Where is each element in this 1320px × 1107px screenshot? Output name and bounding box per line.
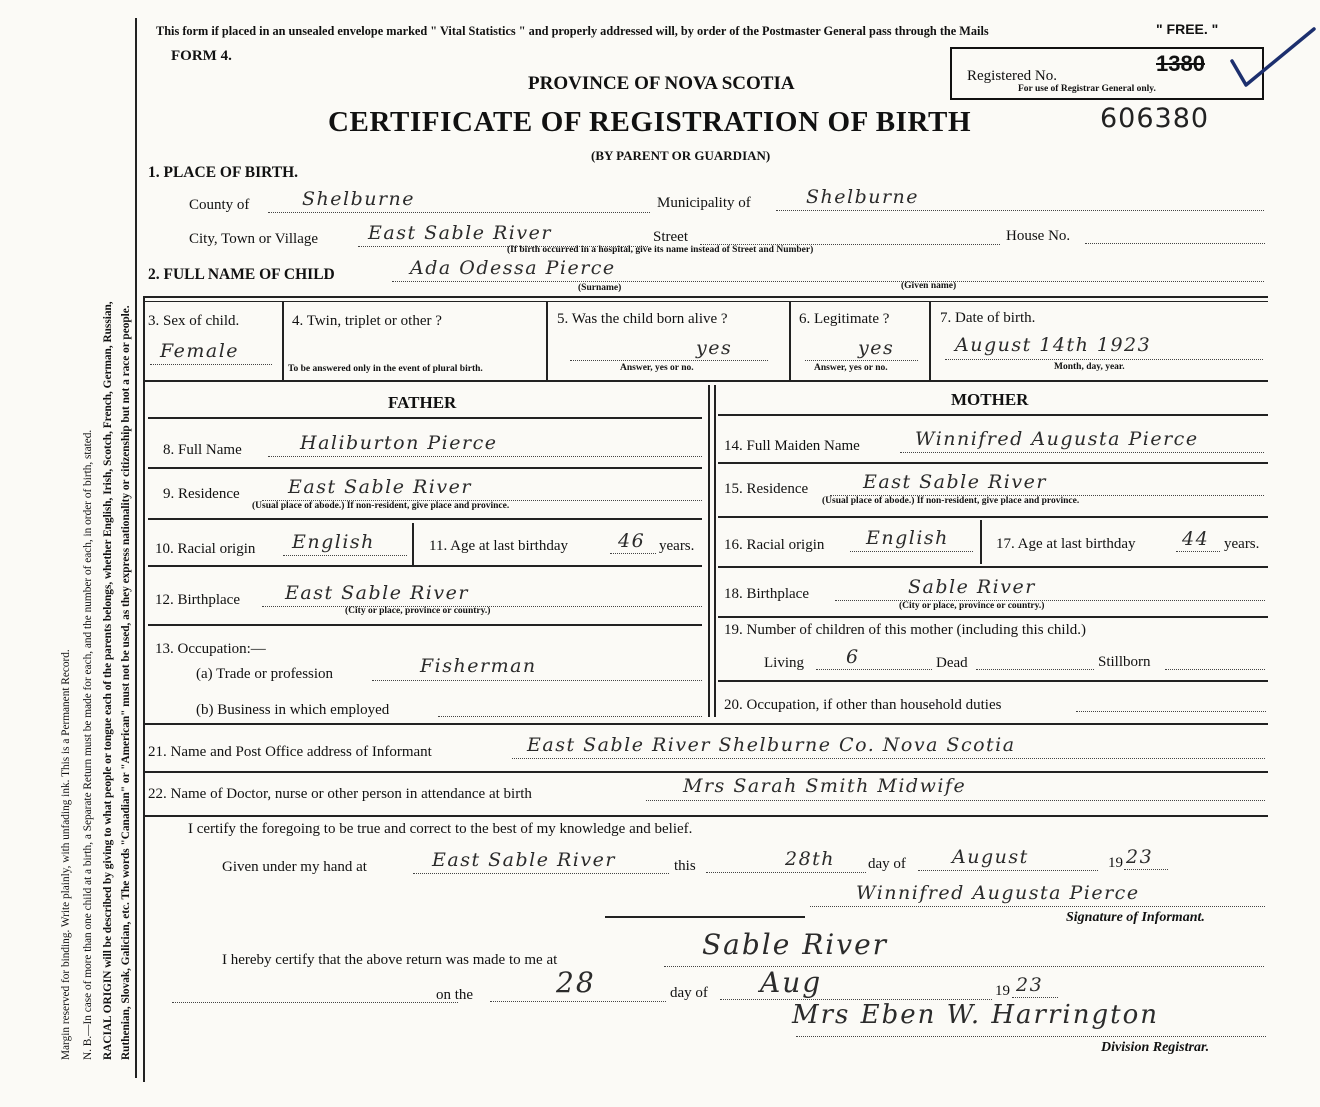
surname-note: (Surname)	[578, 283, 622, 293]
father-residence-note: (Usual place of abode.) If non-resident, give place and province.	[252, 501, 510, 511]
registrar-year-value: 23	[1016, 974, 1044, 996]
margin-note-binding: Margin reserved for binding. Write plainly, with unfading ink. This is a Permanent Record.	[60, 649, 72, 1060]
registrar-text: I hereby certify that the above return was made to me at	[222, 952, 558, 968]
informant-label: 21. Name and Post Office address of Informant	[148, 744, 432, 760]
registrar-day-of-label: day of	[670, 985, 708, 1001]
doctor-label: 22. Name of Doctor, nurse or other person in attendance at birth	[148, 786, 532, 802]
stillborn-label: Stillborn	[1098, 654, 1151, 670]
date-of-birth-value: August 14th 1923	[955, 334, 1152, 356]
mother-age-value: 44	[1182, 528, 1210, 550]
certify-year-prefix: 19	[1108, 855, 1123, 871]
living-value: 6	[846, 646, 860, 668]
county-label: County of	[189, 197, 250, 213]
sex-label: 3. Sex of child.	[148, 313, 240, 329]
child-name-value: Ada Odessa Pierce	[410, 257, 616, 279]
registrar-place-value: Sable River	[702, 928, 889, 961]
father-birthplace-note: (City or place, province or country.)	[345, 606, 491, 616]
father-age-label: 11. Age at last birthday	[429, 538, 568, 554]
mother-heading: MOTHER	[951, 390, 1029, 409]
father-occupation-label: 13. Occupation:—	[155, 641, 266, 657]
given-label: Given under my hand at	[222, 859, 367, 875]
father-name-label: 8. Full Name	[163, 442, 242, 458]
mother-birthplace-note: (City or place, province or country.)	[899, 601, 1045, 611]
margin-note-plural-birth: N. B.—In case of more than one child at a birth, a Separate Return must be made for each, and the number of each, in order of birth, stated.	[82, 429, 94, 1060]
twin-label: 4. Twin, triplet or other ?	[292, 313, 442, 329]
certify-text: I certify the foregoing to be true and correct to the best of my knowledge and belief.	[188, 821, 693, 837]
legitimate-label: 6. Legitimate ?	[799, 311, 890, 327]
margin-note-racial-origin: RACIAL ORIGIN will be described by giving to what people or tongue each of the parents belongs, whether English, Irish, Scotch, French, German, Russian,	[102, 301, 114, 1060]
mother-birthplace-label: 18. Birthplace	[724, 586, 809, 602]
house-number-label: House No.	[1006, 228, 1071, 244]
place-of-birth-heading: 1. PLACE OF BIRTH.	[148, 164, 299, 181]
mother-residence-note: (Usual place of abode.) If non-resident, give place and province.	[822, 496, 1080, 506]
given-place-value: East Sable River	[432, 849, 616, 871]
informant-signature: Winnifred Augusta Pierce	[856, 882, 1140, 904]
father-residence-value: East Sable River	[288, 476, 472, 498]
father-trade-value: Fisherman	[420, 655, 537, 677]
city-value: East Sable River	[368, 222, 552, 244]
county-value: Shelburne	[302, 188, 416, 210]
registered-number-box	[950, 47, 1264, 100]
mother-years-label: years.	[1224, 536, 1260, 552]
father-birthplace-value: East Sable River	[285, 582, 469, 604]
form-number: FORM 4.	[171, 48, 232, 64]
father-business-label: (b) Business in which employed	[196, 702, 390, 718]
mother-residence-value: East Sable River	[863, 471, 1047, 493]
living-label: Living	[764, 655, 804, 671]
registrar-year-prefix: 19	[995, 983, 1010, 999]
father-heading: FATHER	[388, 393, 457, 412]
informant-signature-label: Signature of Informant.	[1066, 910, 1205, 925]
mother-children-label: 19. Number of children of this mother (including this child.)	[724, 622, 1087, 638]
father-birthplace-label: 12. Birthplace	[155, 592, 240, 608]
father-trade-label: (a) Trade or profession	[196, 666, 334, 682]
born-alive-label: 5. Was the child born alive ?	[557, 311, 728, 327]
hospital-note: (If birth occurred in a hospital, give its name instead of Street and Number)	[507, 245, 814, 255]
registrar-day-value: 28	[556, 966, 596, 999]
mother-occupation-label: 20. Occupation, if other than household duties	[724, 697, 1002, 713]
mother-racial-value: English	[866, 527, 949, 549]
street-label: Street	[653, 229, 688, 245]
municipality-label: Municipality of	[657, 195, 751, 211]
registrar-signature-label: Division Registrar.	[1101, 1040, 1210, 1055]
father-age-value: 46	[618, 530, 646, 552]
certificate-title: CERTIFICATE OF REGISTRATION OF BIRTH	[328, 106, 972, 138]
date-of-birth-note: Month, day, year.	[1054, 362, 1125, 372]
registrar-on-the-label: on the	[436, 987, 474, 1003]
certify-day-value: 28th	[785, 848, 836, 870]
mother-name-label: 14. Full Maiden Name	[724, 438, 860, 454]
father-residence-label: 9. Residence	[163, 486, 240, 502]
born-alive-value: yes	[696, 337, 733, 359]
father-years-label: years.	[659, 538, 695, 554]
sex-value: Female	[160, 340, 240, 362]
informant-value: East Sable River Shelburne Co. Nova Scotia	[527, 734, 1016, 756]
date-of-birth-label: 7. Date of birth.	[940, 310, 1036, 326]
postal-notice: This form if placed in an unsealed envelope marked " Vital Statistics " and properly addressed will, by order of the Postmaster General pass through the Mails	[156, 24, 989, 38]
legitimate-value: yes	[858, 337, 895, 359]
father-racial-label: 10. Racial origin	[155, 541, 256, 557]
child-name-label: 2. FULL NAME OF CHILD	[148, 266, 335, 283]
mother-name-value: Winnifred Augusta Pierce	[915, 428, 1199, 450]
mother-birthplace-value: Sable River	[908, 576, 1036, 598]
father-name-value: Haliburton Pierce	[300, 432, 498, 454]
city-label: City, Town or Village	[189, 231, 319, 247]
this-label: this	[674, 858, 696, 874]
registered-number-label: Registered No.	[967, 68, 1057, 84]
born-alive-note: Answer, yes or no.	[620, 363, 694, 373]
dead-label: Dead	[936, 655, 968, 671]
registrar-signature: Mrs Eben W. Harrington	[792, 1000, 1159, 1030]
mother-residence-label: 15. Residence	[724, 481, 809, 497]
doctor-value: Mrs Sarah Smith Midwife	[683, 775, 967, 797]
certify-year-value: 23	[1126, 846, 1154, 868]
registered-number-value: 1380	[1156, 51, 1205, 76]
mother-age-label: 17. Age at last birthday	[996, 536, 1136, 552]
given-name-note: (Given name)	[901, 281, 957, 291]
province-title: PROVINCE OF NOVA SCOTIA	[528, 73, 795, 94]
municipality-value: Shelburne	[806, 186, 920, 208]
registered-number-note: For use of Registrar General only.	[1018, 84, 1156, 94]
certificate-subtitle: (BY PARENT OR GUARDIAN)	[591, 148, 771, 163]
certify-month-value: August	[952, 846, 1029, 868]
mother-racial-label: 16. Racial origin	[724, 537, 825, 553]
legitimate-note: Answer, yes or no.	[814, 363, 888, 373]
margin-note-racial-origin-cont: Ruthenian, Slovak, Galician, etc. The words "Canadian" or "American" must not be used, as they express nationality or citizenship but not a race or people.	[120, 305, 132, 1060]
father-racial-value: English	[292, 531, 375, 553]
registrar-month-value: Aug	[760, 966, 823, 999]
twin-note: To be answered only in the event of plural birth.	[288, 364, 483, 374]
binding-margin-line	[135, 18, 137, 1078]
handwritten-registration-number: 606380	[1100, 103, 1210, 134]
check-mark-icon	[1228, 25, 1318, 91]
certify-day-of-label: day of	[868, 856, 906, 872]
free-mail-label: " FREE. "	[1156, 21, 1219, 37]
